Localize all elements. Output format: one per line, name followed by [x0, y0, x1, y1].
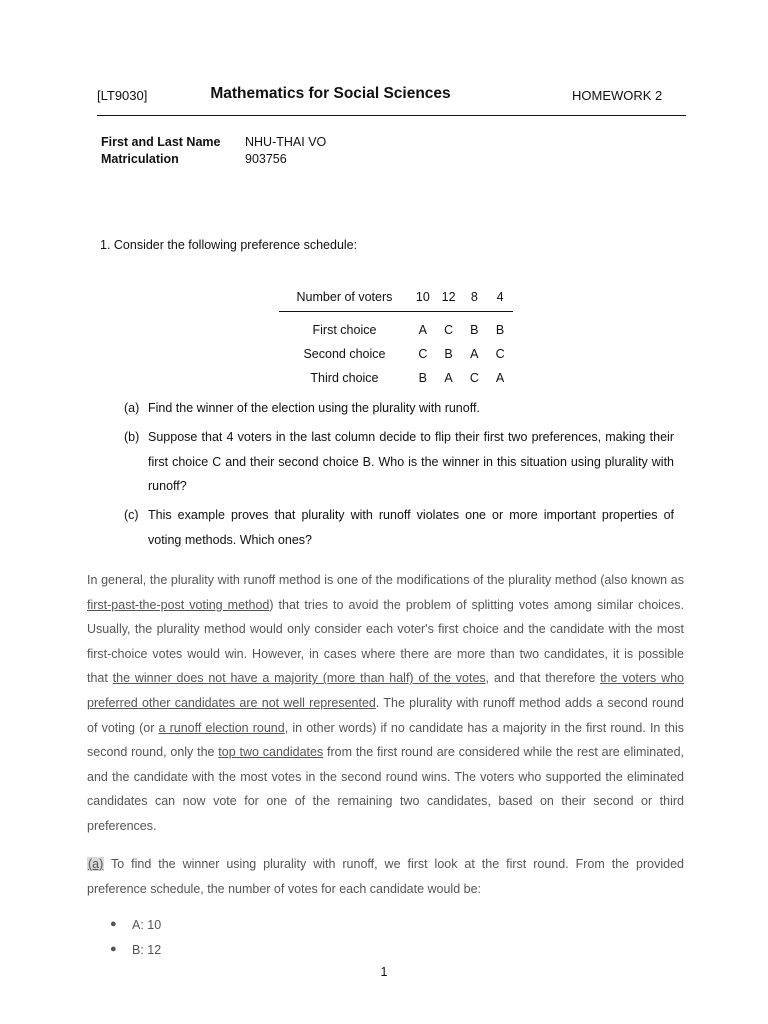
row-label: Third choice [310, 371, 379, 385]
header-divider [97, 115, 686, 116]
bullet-icon: ● [110, 943, 117, 955]
subquestion-letter: (c) [124, 508, 139, 522]
row-label: First choice [312, 323, 377, 337]
table-row [279, 312, 513, 343]
course-code: [LT9030] [97, 88, 148, 103]
table-row [279, 342, 513, 366]
bullet-icon: ● [110, 918, 117, 930]
voter-count: 8 [461, 287, 487, 312]
underlined-phrase: the winner does not have a majority (more than half) of the votes [112, 671, 486, 686]
document-title: Mathematics for Social Sciences [210, 85, 451, 102]
name-value: NHU-THAI VO [245, 135, 327, 149]
table-cell: A [418, 323, 427, 337]
list-item-text: A: 10 [132, 918, 162, 932]
matriculation-label: Matriculation [101, 152, 179, 166]
paragraph-text: , in other words) if no candidate has a majority in the first round. In this second round, only the [87, 720, 684, 760]
paragraph-text: ) that tries to avoid the problem of splitting votes among similar choices. Usually, the plurality method would only consider each voter's first choice and the candidate with the most first-choice votes would win. However, in cases where there are more than two candidates, it is possible that [87, 597, 685, 686]
table-header-row [279, 287, 513, 312]
table-cell: B [444, 347, 453, 361]
subquestion-b [124, 425, 674, 499]
paragraph-text: In general, the plurality with runoff method is one of the modifications of the plurality method (also known as [87, 573, 684, 587]
table-cell: C [418, 347, 428, 361]
table-cell: B [495, 323, 505, 337]
table-cell: A [444, 371, 453, 385]
table-cell: A [495, 371, 505, 385]
voter-count: 10 [410, 287, 436, 312]
subquestion-letter: (a) [124, 401, 140, 415]
table-cell: C [469, 371, 479, 385]
name-label: First and Last Name [101, 135, 221, 149]
table-cell: C [444, 323, 454, 337]
paragraph-text: To find the winner using plurality with runoff, we first look at the first round. From the provided preference schedule, the number of votes for each candidate would be: [87, 857, 684, 896]
question-prompt: 1. Consider the following preference schedule: [100, 238, 358, 252]
subquestion-text: Find the winner of the election using the plurality with runoff. [148, 401, 480, 415]
subquestion-a [124, 396, 674, 421]
part-tag-highlight: (a) [88, 857, 104, 871]
subquestion-text: Suppose that 4 voters in the last column decide to flip their first two preferences, making their first choice C and their second choice B. Who is the winner in this situation using plurality with runoff? [148, 430, 674, 493]
table-cell: C [495, 347, 505, 361]
subquestion-text: This example proves that plurality with runoff violates one or more important properties of voting methods. Which ones? [148, 508, 674, 547]
assignment-label: HOMEWORK 2 [572, 88, 663, 103]
underlined-phrase: the voters who preferred other candidates are not well represented [87, 671, 685, 710]
underlined-phrase: a runoff election round [158, 720, 285, 735]
table-row [279, 366, 513, 390]
underlined-phrase: first-past-the-post voting method [87, 597, 270, 612]
table-cell: B [470, 323, 479, 337]
preference-schedule-table [279, 287, 513, 390]
paragraph-text: , and that therefore [485, 671, 601, 686]
table-header-label: Number of voters [279, 287, 410, 312]
subquestion-letter: (b) [124, 430, 140, 444]
page-number: 1 [380, 965, 388, 979]
answer-paragraph [87, 568, 684, 839]
voter-count: 12 [436, 287, 462, 312]
row-label: Second choice [303, 347, 386, 361]
paragraph-text: from the first round are considered while the rest are eliminated, and the candidate with the most votes in the second round wins. The voters who supported the eliminated candidates can now vote for one of the remaining two candidates, based on their second or third preferences. [87, 745, 684, 833]
table-cell: A [470, 347, 479, 361]
voter-count: 4 [487, 287, 513, 312]
paragraph-text: . The plurality with runoff method adds a second round of voting (or [87, 695, 684, 735]
matriculation-value: 903756 [245, 152, 287, 166]
subquestion-c [124, 503, 674, 552]
list-item-text: B: 12 [132, 943, 162, 957]
answer-part-a [87, 852, 684, 901]
table-cell: B [418, 371, 427, 385]
underlined-phrase: top two candidates [218, 745, 324, 760]
